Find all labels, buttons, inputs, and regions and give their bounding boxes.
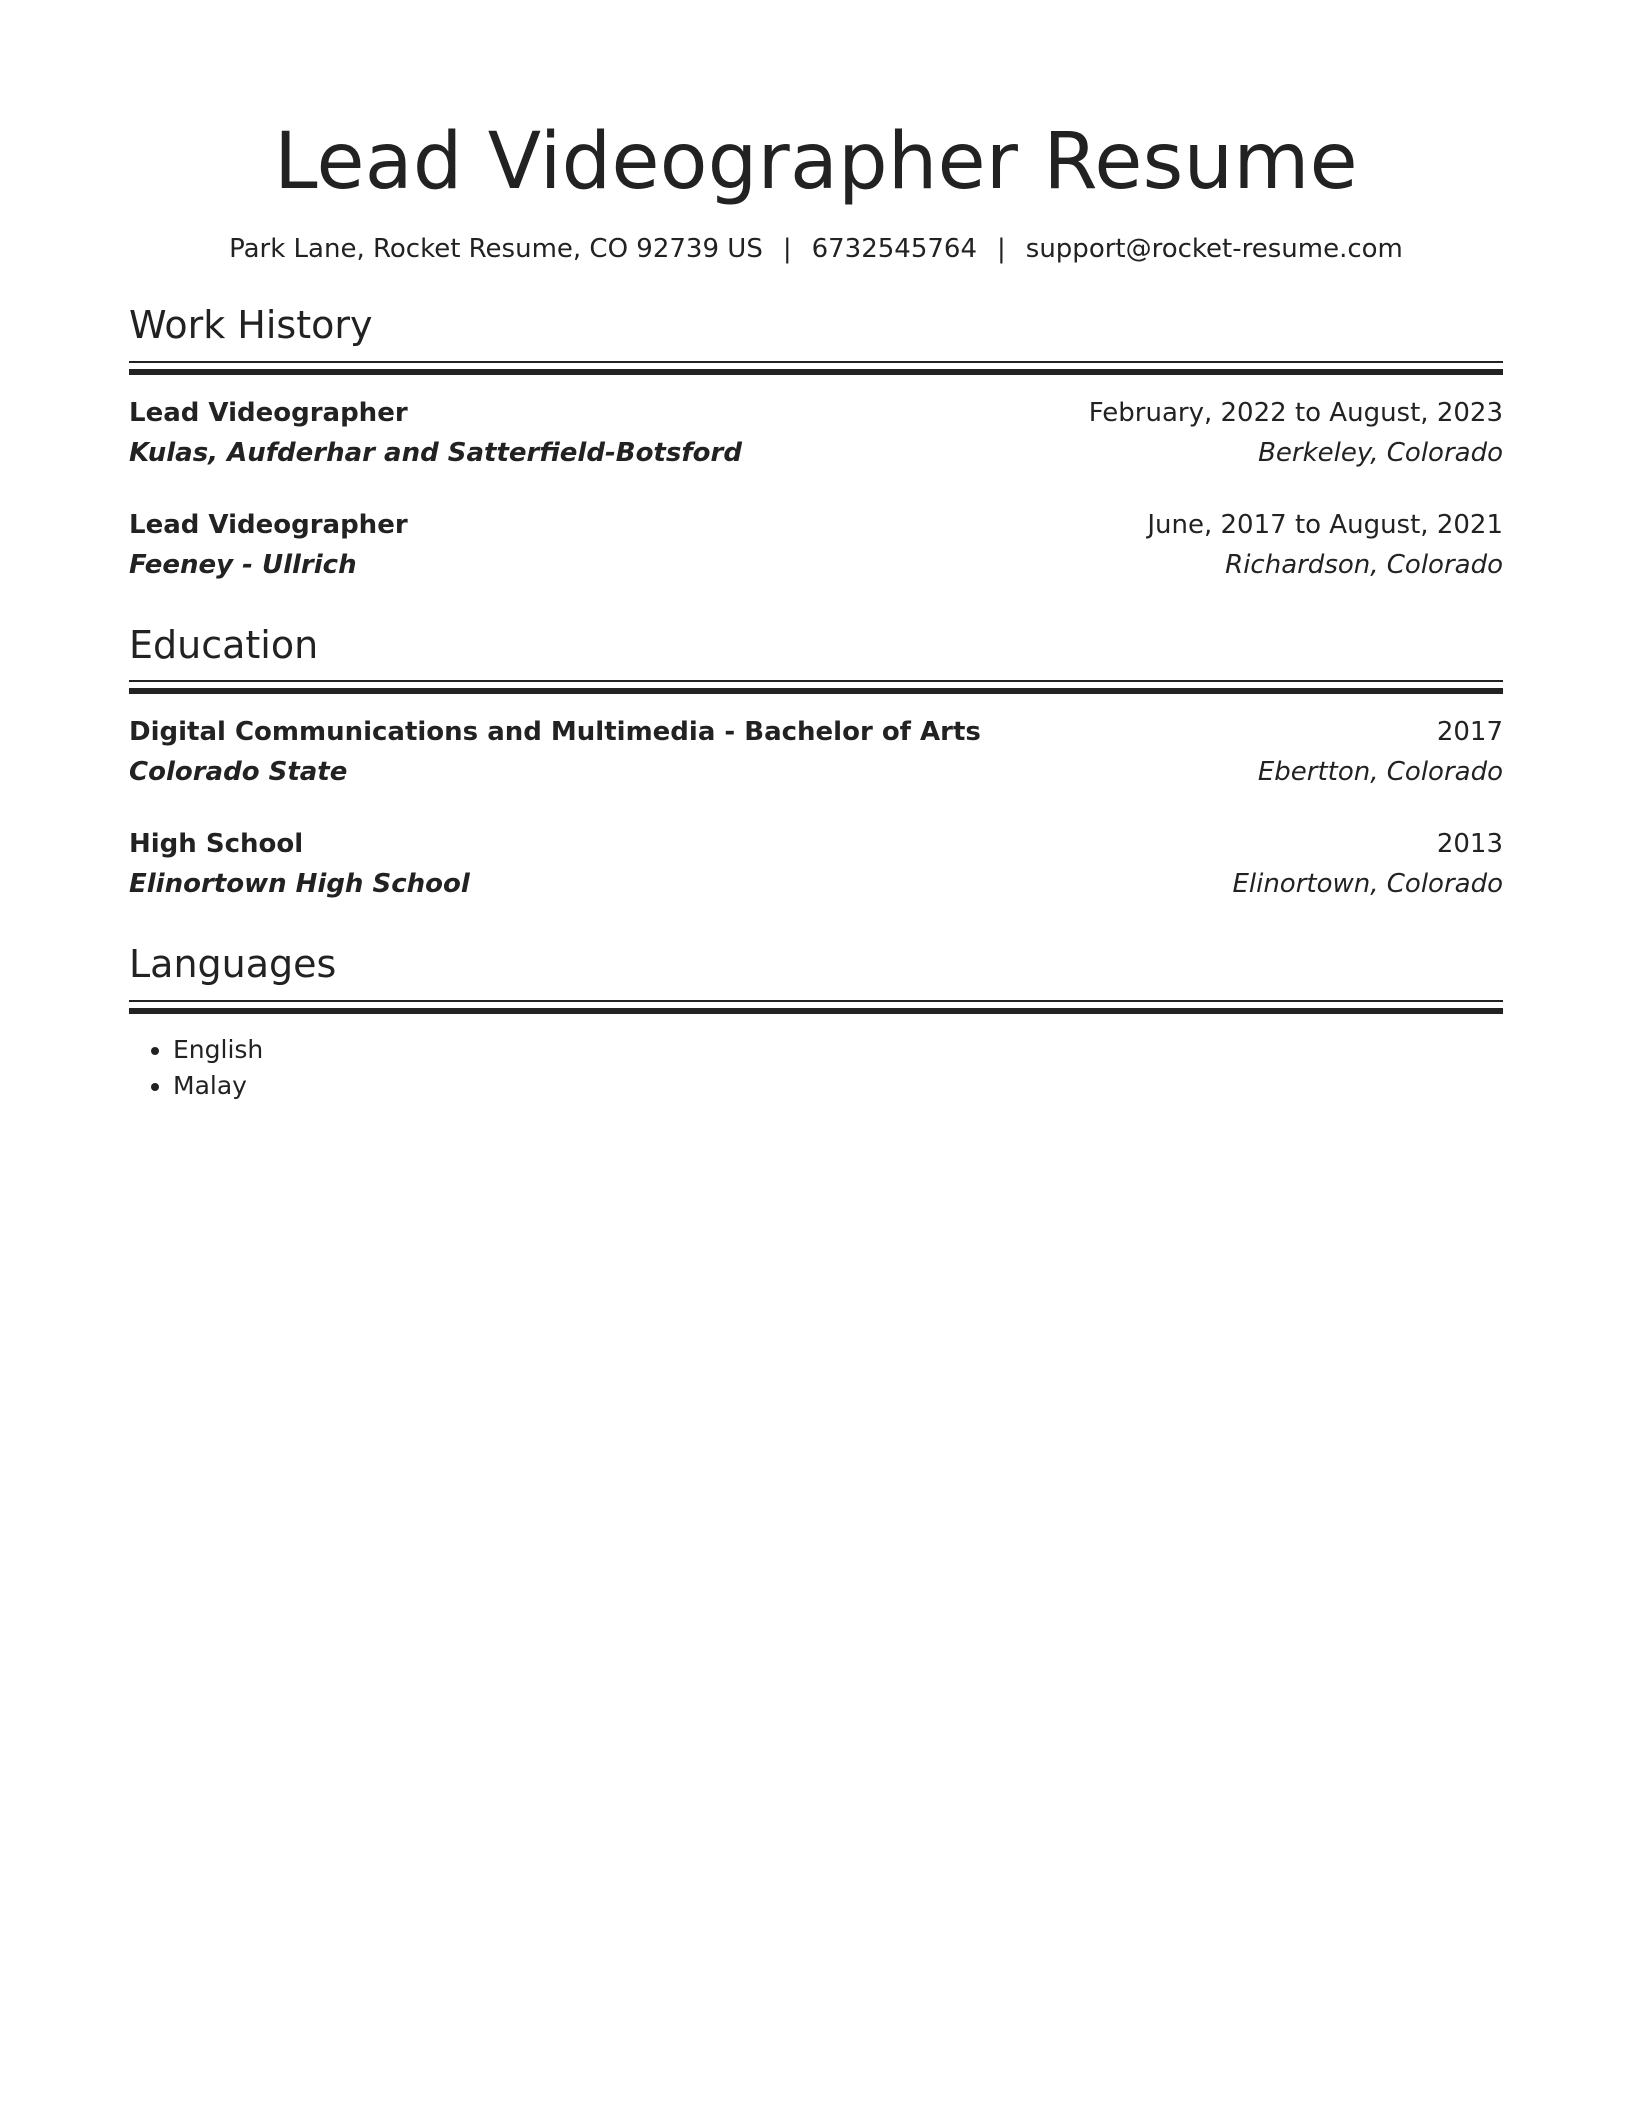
entry-title: High School bbox=[129, 829, 304, 860]
education-entries bbox=[129, 712, 1503, 904]
contact-phone: 6732545764 bbox=[811, 233, 978, 264]
education-entry bbox=[129, 824, 1503, 904]
section-divider bbox=[129, 680, 1503, 694]
section-divider bbox=[129, 1000, 1503, 1014]
list-item: • English bbox=[173, 1032, 1503, 1068]
entry-location: Elinortown, Colorado bbox=[1232, 869, 1503, 900]
entry-title: Lead Videographer bbox=[129, 397, 408, 428]
section-heading-languages: Languages bbox=[129, 942, 337, 987]
contact-address: Park Lane, Rocket Resume, CO 92739 US bbox=[229, 233, 763, 264]
entry-row bbox=[129, 864, 1503, 904]
section-heading-work-history: Work History bbox=[129, 302, 373, 347]
entry-row bbox=[129, 824, 1503, 864]
list-item: • Malay bbox=[173, 1068, 1503, 1104]
entry-dates: February, 2022 to August, 2023 bbox=[1088, 397, 1503, 428]
entry-dates: June, 2017 to August, 2021 bbox=[1147, 509, 1503, 540]
entry-location: Richardson, Colorado bbox=[1225, 549, 1503, 580]
work-history-entries bbox=[129, 393, 1503, 585]
entry-row bbox=[129, 505, 1503, 545]
contact-separator: | bbox=[782, 233, 792, 264]
contact-separator: | bbox=[997, 233, 1006, 264]
entry-row bbox=[129, 712, 1503, 752]
entry-row bbox=[129, 752, 1503, 792]
work-history-section bbox=[129, 303, 1503, 585]
entry-organization: Feeney - Ullrich bbox=[129, 549, 357, 580]
entry-title: Lead Videographer bbox=[129, 509, 408, 540]
entry-row bbox=[129, 545, 1503, 585]
entry-organization: Colorado State bbox=[129, 757, 348, 788]
entry-dates: 2017 bbox=[1436, 717, 1503, 748]
entry-location: Berkeley, Colorado bbox=[1258, 437, 1503, 468]
contact-email: support@rocket-resume.com bbox=[1025, 233, 1403, 264]
languages-list bbox=[129, 1032, 1503, 1104]
entry-row bbox=[129, 433, 1503, 473]
entry-location: Ebertton, Colorado bbox=[1257, 757, 1503, 788]
languages-section bbox=[129, 942, 1503, 1104]
contact-line bbox=[129, 234, 1503, 265]
entry-organization: Elinortown High School bbox=[129, 869, 470, 900]
section-divider bbox=[129, 361, 1503, 375]
entry-dates: 2013 bbox=[1436, 829, 1503, 860]
page-title: Lead Videographer Resume bbox=[274, 117, 1358, 207]
work-entry bbox=[129, 393, 1503, 473]
education-section bbox=[129, 623, 1503, 905]
entry-title: Digital Communications and Multimedia - Bachelor of Arts bbox=[129, 717, 981, 748]
entry-row bbox=[129, 393, 1503, 433]
section-heading-education: Education bbox=[129, 622, 319, 667]
entry-organization: Kulas, Aufderhar and Satterfield-Botsford bbox=[129, 437, 742, 468]
education-entry bbox=[129, 712, 1503, 792]
work-entry bbox=[129, 505, 1503, 585]
